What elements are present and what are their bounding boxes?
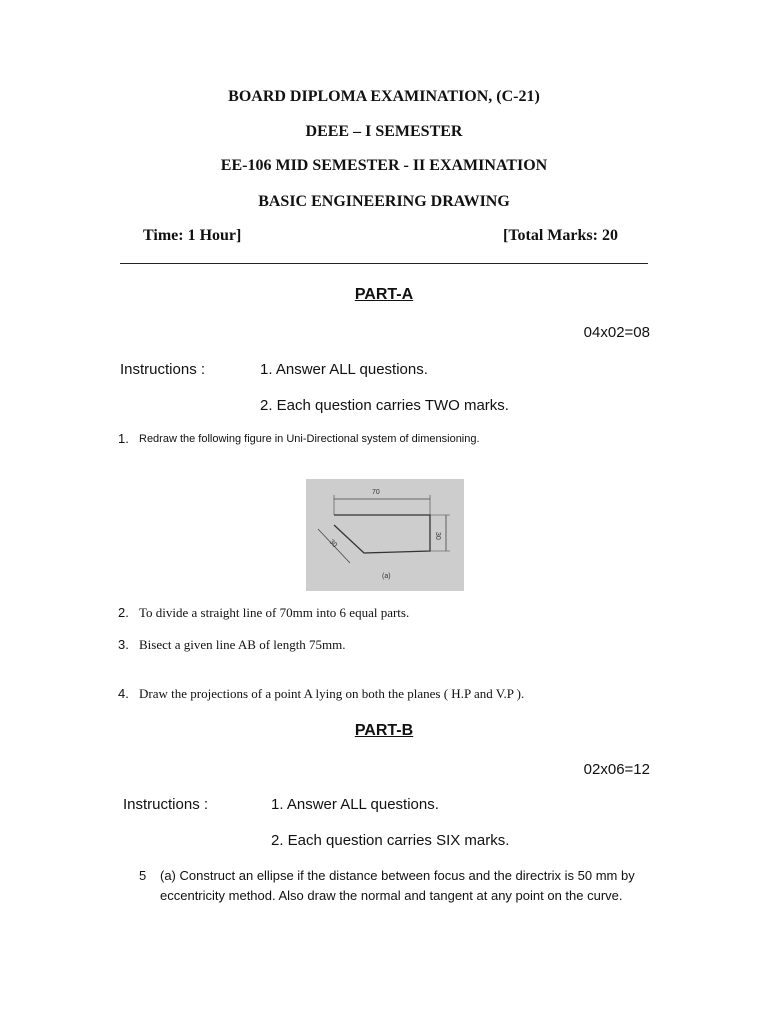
question-5-line-1: (a) Construct an ellipse if the distance between focus and the directrix is 50 mm by	[160, 868, 635, 883]
question-1-text: Redraw the following figure in Uni-Directional system of dimensioning.	[139, 433, 480, 445]
part-b-instruction-1: 1. Answer ALL questions.	[271, 796, 439, 813]
part-a-instruction-2: 2. Each question carries TWO marks.	[260, 397, 509, 414]
dim-right-label: 30	[434, 532, 441, 540]
part-a-marks: 04x02=08	[583, 324, 650, 341]
time-label: Time: 1 Hour]	[143, 227, 242, 244]
total-marks-label: [Total Marks: 20	[503, 227, 618, 244]
question-5-number: 5	[139, 868, 147, 883]
question-4-text: Draw the projections of a point A lying on both the planes ( H.P and V.P ).	[139, 686, 525, 701]
subject-title: BASIC ENGINEERING DRAWING	[258, 193, 510, 210]
question-5-line-2: eccentricity method. Also draw the normal and tangent at any point on the curve.	[160, 888, 623, 903]
part-a-title: PART-A	[354, 286, 414, 303]
dim-slant-label: 30	[327, 538, 339, 549]
question-1-number: 1.	[118, 431, 129, 446]
part-b-title: PART-B	[354, 722, 414, 739]
dimension-drawing	[306, 479, 464, 591]
part-a-instructions-label: Instructions :	[120, 361, 206, 378]
part-a-instruction-1: 1. Answer ALL questions.	[260, 361, 428, 378]
board-title: BOARD DIPLOMA EXAMINATION, (C-21)	[228, 88, 540, 105]
question-4-number: 4.	[118, 686, 129, 701]
question-3-number: 3.	[118, 637, 129, 652]
question-2-text: To divide a straight line of 70mm into 6 equal parts.	[139, 605, 410, 620]
semester-title: DEEE – I SEMESTER	[305, 123, 463, 140]
question-2-number: 2.	[118, 605, 129, 620]
header-divider	[120, 263, 648, 264]
part-b-marks: 02x06=12	[583, 761, 650, 778]
question-1-figure	[306, 479, 464, 591]
question-3-text: Bisect a given line AB of length 75mm.	[139, 637, 346, 652]
part-b-instructions-label: Instructions :	[123, 796, 209, 813]
dim-top-label: 70	[372, 489, 380, 496]
exam-title: EE-106 MID SEMESTER - II EXAMINATION	[220, 157, 548, 174]
part-b-instruction-2: 2. Each question carries SIX marks.	[271, 832, 510, 849]
figure-caption: (a)	[382, 573, 391, 580]
